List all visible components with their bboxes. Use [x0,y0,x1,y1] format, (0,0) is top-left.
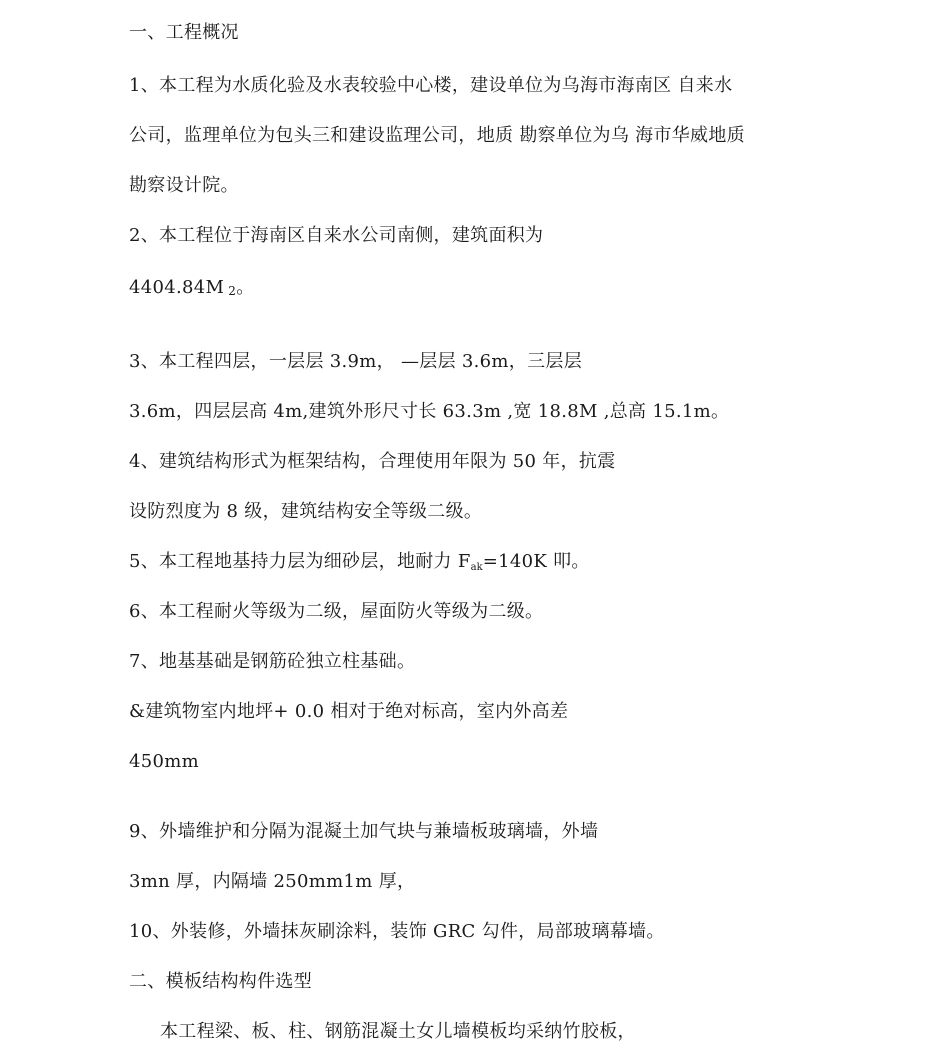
paragraph-8-line-2: 450mm [129,751,199,772]
paragraph-9-line-1: 9、外墙维护和分隔为混凝土加气块与兼墙板玻璃墙，外墙 [129,821,599,842]
section-heading-formwork: 二、模板结构构件选型 [129,971,312,992]
paragraph-1-line-2: 公司，监理单位为包头三和建设监理公司，地质 勘察单位为乌 海市华威地质 [129,125,745,146]
area-unit-exponent: 2 [228,284,237,298]
paragraph-3-line-2: 3.6m，四层层高 4m,建筑外形尺寸长 63.3m ,宽 18.8M ,总高 15.1m。 [129,401,730,422]
bearing-capacity-value: =140K 叩。 [482,551,590,572]
paragraph-4-line-2: 设防烈度为 8 级，建筑结构安全等级二级。 [129,501,483,522]
paragraph-4-line-1: 4、建筑结构形式为框架结构，合理使用年限为 50 年，抗震 [129,451,616,472]
paragraph-5 [129,550,590,580]
paragraph-3-line-1: 3、本工程四层，一层层 3.9m， —层层 3.6m，三层层 [129,351,583,372]
period-mark: 。 [236,277,255,298]
building-area-value: 4404.84M [129,277,225,298]
paragraph-8-line-1: &建筑物室内地坪+ 0.0 相对于绝对标高，室内外高差 [129,701,569,722]
paragraph-10: 10、外装修，外墙抹灰刷涂料，装饰 GRC 勾件，局部玻璃幕墙。 [129,921,665,942]
paragraph-11-line-1: 本工程梁、板、柱、钢筋混凝土女儿墙模板均采纳竹胶板， [160,1021,636,1042]
paragraph-2-line-1: 2、本工程位于海南区自来水公司南侧，建筑面积为 [129,225,544,246]
paragraph-9-line-2: 3mn 厚，内隔墙 250mm1m 厚， [129,871,416,892]
paragraph-2-line-2 [129,276,255,303]
paragraph-7: 7、地基基础是钢筋砼独立柱基础。 [129,651,416,672]
paragraph-1-line-1: 1、本工程为水质化验及水表较验中心楼，建设单位为乌海市海南区 自来水 [129,75,733,96]
bearing-layer-text: 5、本工程地基持力层为细砂层，地耐力 F [129,551,471,572]
section-heading-overview: 一、工程概况 [129,22,239,43]
paragraph-6: 6、本工程耐火等级为二级，屋面防火等级为二级。 [129,601,544,622]
paragraph-1-line-3: 勘察设计院。 [129,175,239,196]
f-ak-subscript: ak [470,562,483,573]
